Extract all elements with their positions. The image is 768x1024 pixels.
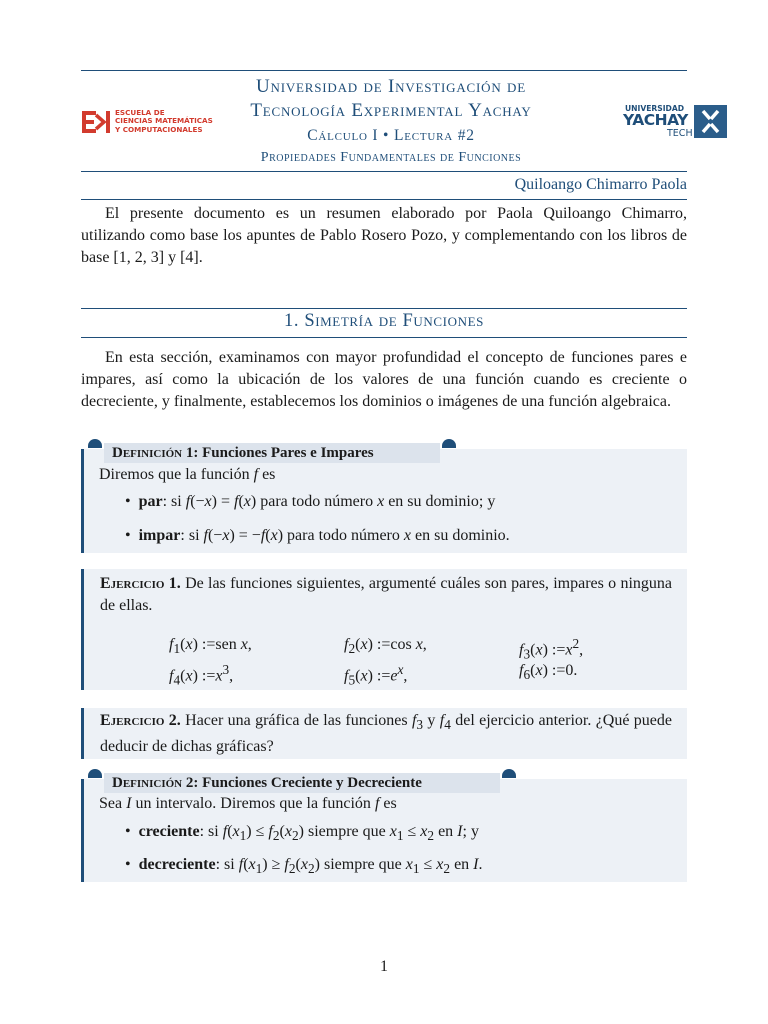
exercise-1-text: Ejercicio 1. De las funciones siguientes, argumenté cuáles son pares, impares o ninguna de ellas. bbox=[100, 575, 673, 614]
page-number: 1 bbox=[380, 958, 388, 975]
section-title: 1. Simetría de Funciones bbox=[284, 311, 484, 331]
definition-2-intro: Sea I un intervalo. Diremos que la función f es bbox=[99, 795, 397, 812]
author-name: Quiloango Chimarro Paola bbox=[514, 176, 687, 193]
section-top-rule bbox=[81, 308, 687, 309]
section-bottom-rule bbox=[81, 337, 687, 338]
exercise-2-text: Ejercicio 2. Hacer una gráfica de las funciones $f_3$ y $f_4$ del ejercicio anterior. ¿Qué puede deducir de dichas gráficas? bbox=[100, 712, 673, 756]
exercise-1-f2: $f_2(x)$ :=cos x, bbox=[344, 636, 427, 657]
section-paragraph: En esta sección, examinamos con mayor profundidad el concepto de funciones pares e impares, así como la ubicación de los valores de una función cuando es creciente o decreciente, y finalmente, establecemos los dominios o imágenes de una función algebraica. bbox=[81, 349, 687, 410]
escuela-logo-text: ESCUELA DE CIENCIAS MATEMÁTICAS Y COMPUTACIONALES bbox=[115, 108, 213, 134]
intro-paragraph: El presente documento es un resumen elaborado por Paola Quiloango Chimarro, utilizando como base los apuntes de Pablo Rosero Pozo, y complementando con los libros de base [1, 2, 3] y [4]. bbox=[81, 205, 687, 266]
definition-1-item-impar: • impar: si f(−x) = −f(x) para todo número x en su dominio. bbox=[125, 527, 510, 544]
topic-line: Propiedades Fundamentales de Funciones bbox=[260, 150, 522, 165]
escuela-logo bbox=[81, 108, 213, 138]
exercise-1-f6: $f_6(x)$ :=0. bbox=[519, 662, 578, 683]
exercise-1-f5: $f_5(x)$ $:=e^x$, bbox=[344, 662, 408, 688]
escuela-logo-icon bbox=[81, 108, 111, 136]
bullet-icon: • bbox=[125, 856, 131, 873]
exercise-1-f1: $f_1(x)$ :=sen x, bbox=[169, 636, 252, 657]
definition-1-item-par: • par: si f(−x) = f(x) para todo número x en su dominio; y bbox=[125, 493, 496, 510]
bullet-icon: • bbox=[125, 493, 131, 510]
bullet-icon: • bbox=[125, 527, 131, 544]
bullet-icon: • bbox=[125, 823, 131, 840]
university-title-line2: Tecnología Experimental Yachay bbox=[250, 100, 532, 121]
header-top-rule bbox=[81, 70, 687, 71]
definition-1-intro: Diremos que la función f es bbox=[99, 466, 276, 483]
definition-1-label: Definición 1: Funciones Pares e Impares bbox=[104, 443, 440, 463]
exercise-1-f4: $f_4(x)$ $:=x^3$, bbox=[169, 662, 234, 688]
definition-2-item-creciente: • creciente: si $f(x_1) \le f_2(x_2)$ siempre que $x_1 \le x_2$ en I; y bbox=[125, 823, 479, 844]
definition-2-item-decreciente: • decreciente: si $f(x_1) \ge f_2(x_2)$ siempre que $x_1 \le x_2$ en I. bbox=[125, 856, 483, 877]
header-bottom-rule bbox=[81, 199, 687, 200]
definition-2-label: Definición 2: Funciones Creciente y Decreciente bbox=[104, 773, 500, 793]
yachay-tech-logo-icon bbox=[694, 105, 727, 138]
course-lecture-line: Cálculo I • Lectura #2 bbox=[307, 127, 475, 144]
university-title-line1: Universidad de Investigación de bbox=[256, 76, 526, 97]
yachay-tech-logo: UNIVERSIDAD YACHAY TECH bbox=[623, 104, 728, 140]
exercise-1-f3: $f_3(x)$ $:=x^2$, bbox=[519, 636, 584, 662]
header-middle-rule bbox=[81, 171, 687, 172]
